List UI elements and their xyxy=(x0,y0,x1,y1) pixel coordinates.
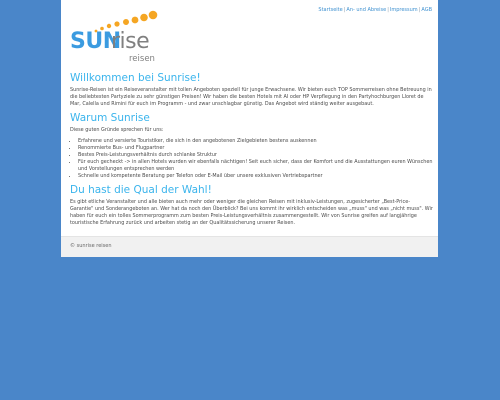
welcome-section xyxy=(70,72,433,108)
list-item: • Erfahrene und versierte Touristiker, die sich in den angebotenen Zielgebieten bestens auskennen xyxy=(78,138,433,145)
why-sunrise-intro: Diese guten Gründe sprechen für uns: xyxy=(70,127,164,133)
choice-section xyxy=(70,184,433,227)
choice-text: Es gibt etliche Veranstalter und alle bieten auch mehr oder weniger die gleichen Reisen mit inklusiv-Leistungen, zugesicherter „Best-Price-Garantie" und Sonderangeboten an. Wer hat da noch den Überblick? Bei uns kommt ihr wirklich entscheiden was „muss" und was „nicht muss". Wir haben für euch ein tolles Sommerprogramm zum besten Preis-Leistungsverhältnis zusammengestellt. Wir von Sunrise greifen auf langjährige touristische Erfahrung zurück und arbeiten stetig an der Qualitätssicherung unserer Reisen. xyxy=(70,199,433,226)
nav-startseite-link[interactable]: Startseite xyxy=(318,7,343,13)
footer-copyright: © sunrise reisen xyxy=(70,243,112,249)
list-item: • Für euch gecheckt -> in allen Hotels wurden wir ebenfalls nächtigen! Seit euch sicher, dass der Komfort und die Ausstattungen euren Wünschen und Vorstellungen entsprechen werden xyxy=(78,159,433,173)
nav-separator: | xyxy=(418,7,421,13)
reasons-list xyxy=(70,138,433,180)
nav-separator: | xyxy=(387,7,389,13)
page-container xyxy=(61,0,438,256)
nav-separator: | xyxy=(343,7,346,13)
welcome-text: Sunrise-Reisen ist ein Reiseveranstalter mit tollen Angeboten speziell für junge Erwachsene. Wir bieten euch TOP Sommerreisen ohne Betreuung in die beliebtesten Partyziele zu sehr günstigen Preisen! Wir haben die besten Hotels mit AI oder HP Verpflegung in den Partyhochburgen Lloret de Mar, Calella und Rimini für euch im Programm - und zwar unschlagbar günstig. Das Angebot wird ständig weiter ausgebaut. xyxy=(70,87,432,107)
list-item: • Schnelle und kompetente Beratung per Telefon oder E-Mail über unsere exklusiven Vertriebspartner xyxy=(78,173,433,180)
choice-heading: Du hast die Qual der Wahl! xyxy=(70,184,212,196)
why-sunrise-heading: Warum Sunrise xyxy=(70,112,150,124)
nav-impressum-link[interactable]: Impressum xyxy=(389,7,418,13)
welcome-heading: Willkommen bei Sunrise! xyxy=(70,72,201,84)
nav-anreise-link[interactable]: An- und Abreise xyxy=(346,7,387,13)
logo-text-reisen: reisen xyxy=(129,54,155,64)
sunrise-logo[interactable] xyxy=(70,10,170,65)
logo-text-rise: rise xyxy=(111,29,150,54)
why-sunrise-section xyxy=(70,112,433,180)
top-navigation xyxy=(318,7,432,13)
nav-agb-link[interactable]: AGB xyxy=(421,7,432,13)
footer xyxy=(61,236,438,257)
logo-text-sun: SUN xyxy=(70,29,121,54)
list-item: • Bestes Preis-Leistungsverhältnis durch schlanke Struktur xyxy=(78,152,433,159)
list-item: • Renommierte Bus- und Flugpartner xyxy=(78,145,433,152)
